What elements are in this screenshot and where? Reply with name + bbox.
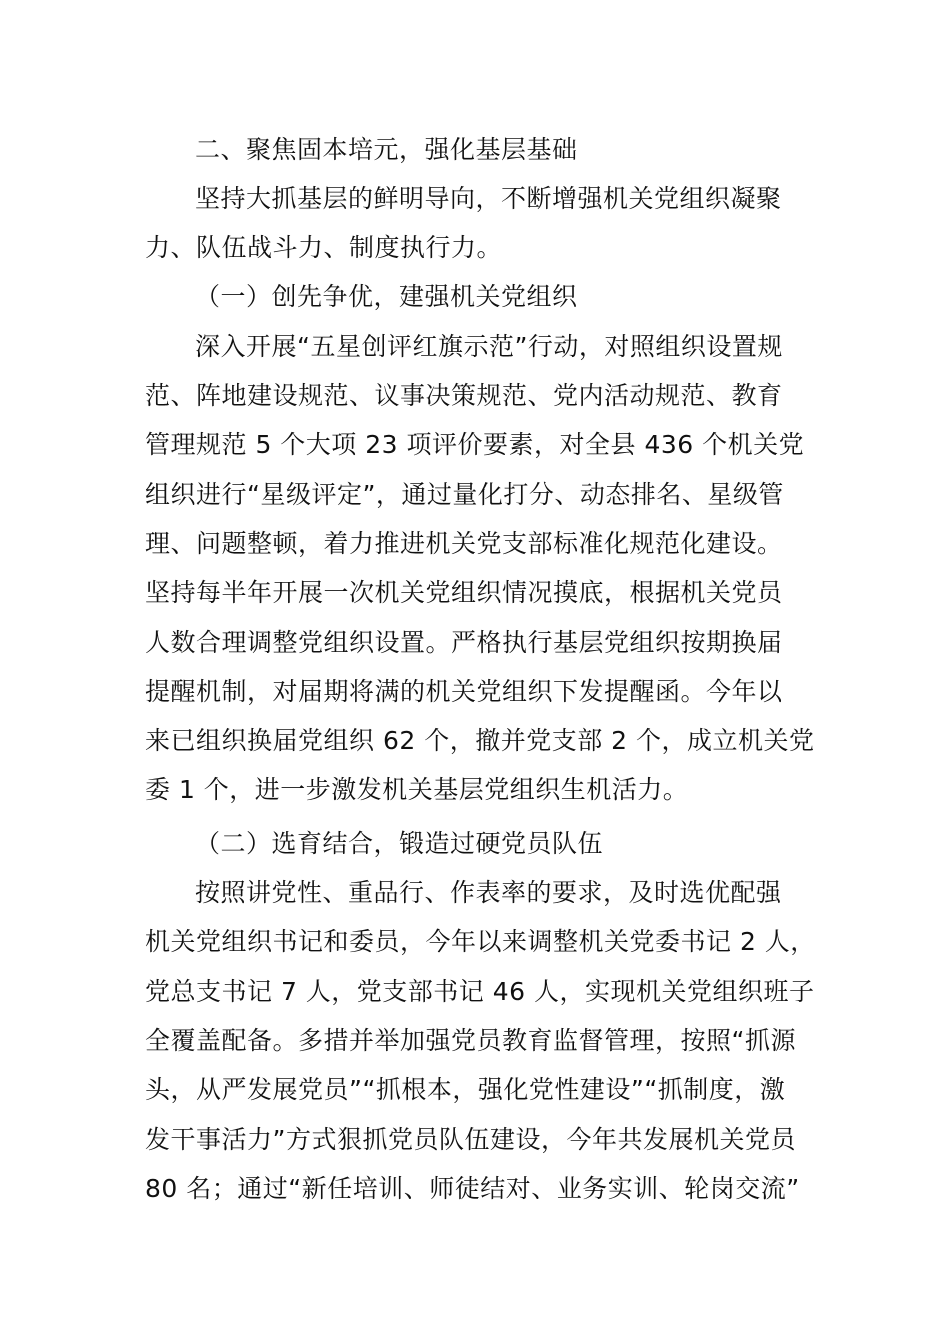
paragraph-line: 来已组织换届党组织 62 个，撤并党支部 2 个，成立机关党 [145, 726, 815, 755]
paragraph-line: 机关党组织书记和委员，今年以来调整机关党委书记 2 人， [145, 927, 816, 956]
paragraph-line: 党总支书记 7 人，党支部书记 46 人，实现机关党组织班子 [145, 977, 815, 1006]
section-heading-2: 二、聚焦固本培元，强化基层基础 [195, 135, 578, 164]
paragraph-line: 坚持大抓基层的鲜明导向，不断增强机关党组织凝聚 [195, 184, 782, 213]
paragraph-line: 全覆盖配备。多措并举加强党员教育监督管理，按照“抓源 [145, 1026, 796, 1055]
paragraph-line: 管理规范 5 个大项 23 项评价要素，对全县 436 个机关党 [145, 430, 805, 459]
paragraph-line: 提醒机制，对届期将满的机关党组织下发提醒函。今年以 [145, 677, 783, 706]
paragraph-line: 按照讲党性、重品行、作表率的要求，及时选优配强 [195, 878, 782, 907]
paragraph-line: 委 1 个，进一步激发机关基层党组织生机活力。 [145, 775, 689, 804]
paragraph-line: 80 名；通过“新任培训、师徒结对、业务实训、轮岗交流” [145, 1174, 800, 1203]
paragraph-line: 深入开展“五星创评红旗示范”行动，对照组织设置规 [195, 332, 783, 361]
paragraph-line: 头，从严发展党员”“抓根本，强化党性建设”“抓制度，激 [145, 1075, 786, 1104]
paragraph-line: 理、问题整顿，着力推进机关党支部标准化规范化建设。 [145, 529, 783, 558]
paragraph-line: 范、阵地建设规范、议事决策规范、党内活动规范、教育 [145, 381, 783, 410]
paragraph-line: 发干事活力”方式狠抓党员队伍建设，今年共发展机关党员 [145, 1125, 796, 1154]
paragraph-line: 人数合理调整党组织设置。严格执行基层党组织按期换届 [145, 628, 783, 657]
paragraph-line: 坚持每半年开展一次机关党组织情况摸底，根据机关党员 [145, 578, 783, 607]
paragraph-line: 组织进行“星级评定”，通过量化打分、动态排名、星级管 [145, 480, 784, 509]
subsection-heading-2: （二）选育结合，锻造过硬党员队伍 [195, 829, 604, 858]
paragraph-line: 力、队伍战斗力、制度执行力。 [145, 233, 503, 262]
subsection-heading-1: （一）创先争优，建强机关党组织 [195, 282, 578, 311]
